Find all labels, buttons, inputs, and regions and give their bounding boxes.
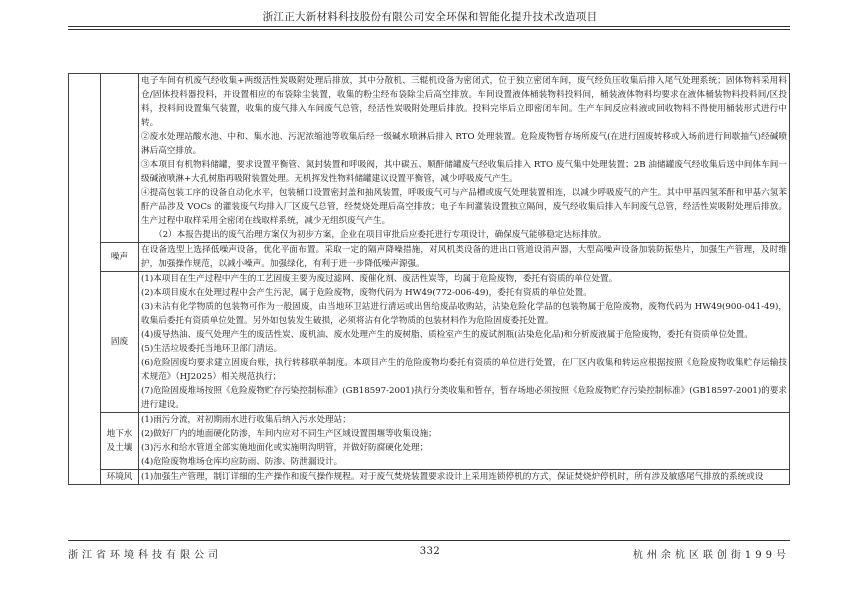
waste-gas-paragraph: 电子车间有机废气经收集+两级活性炭吸附处理后排放，其中分散机、三辊机设备为密闭式，位于独立密闭车间，废气经负压收集后排入尾气处理系统；固体物料采用料仓/固体投料器投料，并设置相应的布袋除尘装置，收集的粉尘经布袋除尘后高空排放。车间设置液体桶装物料投料间，桶装液体物料均要求在液体桶装物料投料间/区投料，投料间设置集气装置，收集的废气排入车间废气总管，经活性炭吸附处理后排放。投料完毕后立即密闭车间。生产车间反应料液或回收物料不得使用桶装形式进行中转。: [141, 76, 787, 128]
groundwater-item: (1)雨污分流，对初期雨水进行收集后纳入污水处理站；: [141, 415, 351, 425]
measures-table: [68, 73, 790, 485]
footer-company: 浙江省环境科技有限公司: [68, 550, 222, 561]
row-label-solid-waste: 固废: [101, 272, 139, 413]
groundwater-item: (4)危险废物堆场仓库均应防雨、防渗、防泄漏设计。: [141, 457, 343, 467]
env-risk-text: (1)加强生产管理，制订详细的生产操作和废气操作规程。对于废气焚烧装置要求设计上采用连锁停机的方式，保证焚烧炉停机时，所有涉及敏感尾气排放的系统或设: [141, 472, 764, 482]
table-row-groundwater: [69, 413, 790, 470]
waste-gas-closing: （2）本报告提出的废气治理方案仅为初步方案，企业在项目审批后应委托进行专项设计，确保废气能够稳定达标排放。: [154, 230, 607, 240]
category-cell: [69, 74, 101, 485]
footer-rule: [68, 540, 790, 541]
page-header: 浙江正大新材料科技股份有限公司安全环保和智能化提升技术改造项目: [262, 11, 598, 23]
solid-waste-item: (7)危险固废堆场按照《危险废物贮存污染控制标准》(GB18597-2001)执行分类收集和暂存，暂存场地必须按照《危险废物贮存污染控制标准》(GB18597-2001)的要求进行建设。: [141, 386, 788, 410]
waste-gas-measures: [139, 74, 790, 243]
solid-waste-measures: [139, 272, 790, 413]
solid-waste-item: (6)危险固废均要求建立固废台账，执行转移联单制度。本项目产生的危险废物均委托有资质的单位进行处置，在厂区内收集和转运应根据按照《危险废物收集贮存运输技术规范》（HJ2025）相关规范执行；: [141, 358, 787, 382]
solid-waste-item: (1)本项目在生产过程中产生的工艺固废主要为废过滤网、废催化剂、废活性炭等，均属于危险废物，委托有资质的单位处置。: [141, 274, 618, 284]
groundwater-measures: [139, 413, 790, 470]
groundwater-item: (2)做好厂内的地面硬化防渗，车间内应对不同生产区域设置围堰等收集设施；: [141, 429, 437, 439]
env-risk-measures: [139, 470, 790, 485]
table-row-waste-gas: [69, 74, 790, 243]
waste-gas-paragraph: ③本项目有机物料储罐，要求设置平衡管、氮封装置和呼吸阀，其中碳五、顺酐储罐废气经收集后排入 RTO 废气集中处理装置；2B 油储罐废气经收集后送中间体车间一级碱液喷淋+大孔树脂再吸附装置处理。无机挥发性物料储罐建议设置平衡管，减少呼吸废气产生。: [141, 160, 787, 184]
page-number: 332: [419, 546, 441, 557]
table-row-noise: [69, 243, 790, 272]
solid-waste-item: (3)未沾有化学物质的包装物可作为一般固废，由当地环卫站进行清运或出售给废品收购站，沾染危险化学品的包装物属于危险废物，废物代码为 HW49(900-041-49)，收集后委托有资质单位处置。另外如包装发生破损，必须将沾有化学物质的包装材料作为危险固废委托处置。: [141, 302, 787, 326]
row-label-waste-gas: [101, 74, 139, 243]
noise-text: 在设备选型上选择低噪声设备，优化平面布置。采取一定的隔声降噪措施，对风机类设备的进出口管道设消声器，大型高噪声设备加装防振垫片，加强生产管理，及时维护，加强操作规范，以减小噪声。加强绿化，有利于进一步降低噪声源强。: [141, 245, 787, 269]
header-rule: [68, 26, 790, 30]
row-label-noise: 噪声: [101, 243, 139, 272]
row-label-env-risk: 环境风: [101, 470, 139, 485]
waste-gas-paragraph: ④提高包装工序的设备自动化水平，包装桶口设置密封盖和抽风装置，呼吸废气可与产品槽或废气处理装置相连，以减少呼吸废气的产生。其中甲基四氢苯酐和甲基六氢苯酐产品涉及 VOCs 的灌装废气均排入厂区废气总管，经焚烧处理后高空排放；电子车间灌装设置独立隔间，废气经收集后排入车间废气总管，经活性炭吸附处理后排放。生产过程中取样采用全密闭在线取样系统，减少无组织废气产生。: [141, 188, 787, 226]
noise-measures: [139, 243, 790, 272]
solid-waste-item: (2)本项目废水在处理过程中会产生污泥，属于危险废物，废物代码为 HW49(772-006-49)，委托有资质的单位处置。: [141, 288, 592, 298]
solid-waste-item: (5)生活垃圾委托当地环卫部门清运。: [141, 344, 283, 354]
waste-gas-paragraph: ②废水处理站酸水池、中和、集水池、污泥浓缩池等收集后经一级碱水喷淋后排入 RTO 处理装置。危险废物暂存场所废气(在进行固废转移或入场前进行间歇抽气)经碱喷淋后高空排放。: [141, 132, 787, 156]
groundwater-item: (3)污水和给水管道全部实施地面化或实施明沟明管，并做好防腐硬化处理；: [141, 443, 429, 453]
footer-address: 杭州余杭区联创街199号: [632, 550, 790, 561]
table-row-solid-waste: [69, 272, 790, 413]
table-row-env-risk: [69, 470, 790, 485]
row-label-groundwater: 地下水及土壤: [101, 413, 139, 470]
solid-waste-item: (4)废导热油、废气处理产生的废活性炭、废机油、废水处理产生的废树脂、质检室产生的废试剂瓶(沾染危化品)和分析废液属于危险废物，委托有资质单位处置。: [141, 330, 753, 340]
